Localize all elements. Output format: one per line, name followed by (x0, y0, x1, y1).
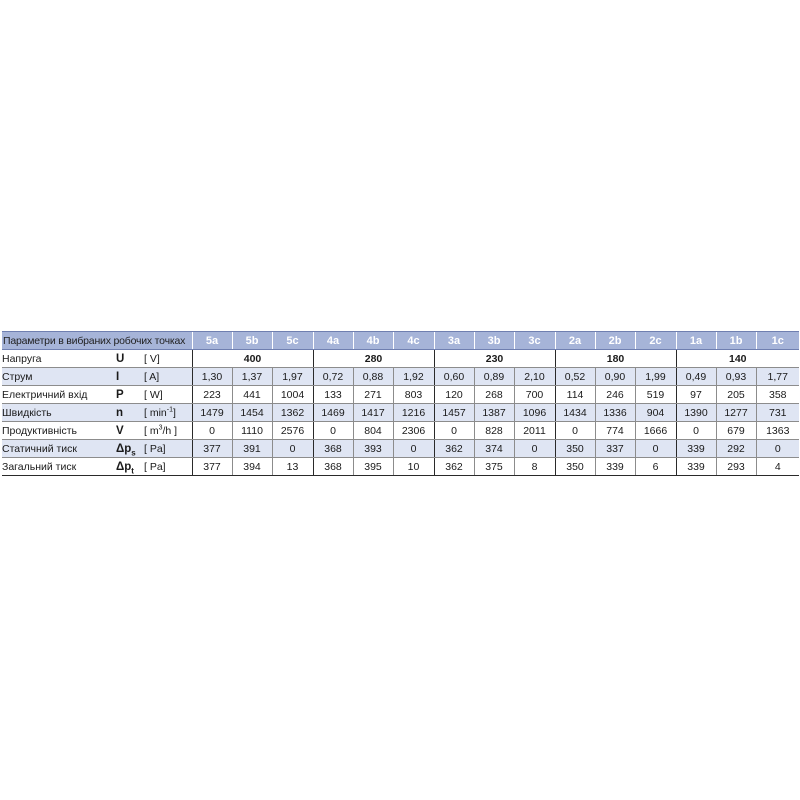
row-label-symbol-text: P (116, 388, 124, 401)
table-cell-4b: 395 (353, 458, 393, 476)
table-cell-1a: 97 (676, 386, 716, 404)
table-row-air-flow (2, 422, 799, 440)
table-title: Параметри в вибраних робочих точках (2, 332, 192, 350)
table-cell-3c: 2011 (514, 422, 555, 440)
table-cell-5c: 1362 (272, 404, 313, 422)
table-cell-1a: 0 (676, 422, 716, 440)
point-header-2a: 2a (555, 332, 595, 350)
table-cell-3a: 1457 (434, 404, 474, 422)
table-cell-2c: 1666 (635, 422, 676, 440)
table-cell-3a: 362 (434, 458, 474, 476)
row-label-unit (144, 458, 192, 476)
unit-superscript: 3 (158, 424, 163, 431)
row-label-unit (144, 386, 192, 404)
row-label-unit (144, 422, 192, 440)
unit-text: [ min (144, 406, 167, 419)
unit-text-close: ] (173, 406, 176, 419)
point-header-3c: 3c (514, 332, 555, 350)
row-label-name: Струм (2, 368, 116, 386)
table-cell-3c: 8 (514, 458, 555, 476)
table-cell-1b: 293 (716, 458, 756, 476)
voltage-group-5: 400 (192, 350, 313, 368)
table-cell-2a: 114 (555, 386, 595, 404)
table-cell-5c: 13 (272, 458, 313, 476)
table-cell-2a: 1434 (555, 404, 595, 422)
table-cell-5a: 223 (192, 386, 232, 404)
table-cell-5a: 1,30 (192, 368, 232, 386)
row-label-symbol-text: n (116, 406, 124, 419)
table-cell-3c: 700 (514, 386, 555, 404)
table-cell-3b: 268 (474, 386, 514, 404)
row-label-symbol (116, 422, 144, 440)
table-cell-4b: 1417 (353, 404, 393, 422)
table-cell-5a: 0 (192, 422, 232, 440)
unit-superscript: -1 (166, 406, 173, 413)
point-header-4c: 4c (393, 332, 434, 350)
table-cell-1b: 0,93 (716, 368, 756, 386)
row-label-name: Швидкість (2, 404, 116, 422)
table-cell-1a: 1390 (676, 404, 716, 422)
table-cell-1c: 731 (756, 404, 799, 422)
row-label-symbol: U (116, 350, 144, 368)
operating-points-table (2, 331, 799, 476)
unit-text: [ Pa] (144, 442, 166, 455)
table-cell-3a: 0,60 (434, 368, 474, 386)
table-cell-1b: 292 (716, 440, 756, 458)
table-cell-4a: 1469 (313, 404, 353, 422)
table-cell-1c: 358 (756, 386, 799, 404)
table-cell-3a: 120 (434, 386, 474, 404)
table-cell-1b: 205 (716, 386, 756, 404)
point-header-3a: 3a (434, 332, 474, 350)
table-row-current (2, 368, 799, 386)
table-cell-4c: 803 (393, 386, 434, 404)
table-cell-2a: 0,52 (555, 368, 595, 386)
table-cell-2c: 0 (635, 440, 676, 458)
table-cell-2c: 1,99 (635, 368, 676, 386)
voltage-group-3: 230 (434, 350, 555, 368)
table-cell-5a: 377 (192, 458, 232, 476)
unit-text: [ Pa] (144, 460, 166, 473)
unit-text: [ W] (144, 388, 163, 401)
table-cell-2c: 519 (635, 386, 676, 404)
point-header-2c: 2c (635, 332, 676, 350)
table-cell-4a: 0 (313, 422, 353, 440)
point-header-1b: 1b (716, 332, 756, 350)
table-cell-2b: 1336 (595, 404, 635, 422)
table-cell-4c: 1216 (393, 404, 434, 422)
table-cell-1a: 339 (676, 458, 716, 476)
table-cell-4b: 0,88 (353, 368, 393, 386)
table-cell-1b: 1277 (716, 404, 756, 422)
table-row-static-pressure (2, 440, 799, 458)
table-cell-1c: 4 (756, 458, 799, 476)
table-cell-1c: 1,77 (756, 368, 799, 386)
table-cell-5c: 0 (272, 440, 313, 458)
table-cell-5a: 1479 (192, 404, 232, 422)
table-cell-1b: 679 (716, 422, 756, 440)
row-label-unit (144, 368, 192, 386)
point-header-4b: 4b (353, 332, 393, 350)
table-cell-2c: 904 (635, 404, 676, 422)
table-cell-3b: 0,89 (474, 368, 514, 386)
table-cell-5b: 1,37 (232, 368, 272, 386)
point-header-3b: 3b (474, 332, 514, 350)
point-header-5c: 5c (272, 332, 313, 350)
table-cell-3b: 375 (474, 458, 514, 476)
table-cell-5b: 394 (232, 458, 272, 476)
table-cell-4a: 133 (313, 386, 353, 404)
row-label-unit (144, 440, 192, 458)
row-label-symbol (116, 386, 144, 404)
table-row-electric-input (2, 386, 799, 404)
table-cell-3c: 1096 (514, 404, 555, 422)
unit-text-close: /h ] (162, 424, 178, 437)
voltage-group-2: 180 (555, 350, 676, 368)
table-cell-2a: 350 (555, 458, 595, 476)
table-row-voltage (2, 350, 799, 368)
table-cell-1a: 339 (676, 440, 716, 458)
table-cell-4c: 10 (393, 458, 434, 476)
row-label-symbol-subscript: s (131, 447, 136, 457)
row-label-name: Статичний тиск (2, 440, 116, 458)
table-cell-4c: 0 (393, 440, 434, 458)
table-cell-5b: 1454 (232, 404, 272, 422)
table-cell-5a: 377 (192, 440, 232, 458)
row-label-name: Продуктивність (2, 422, 116, 440)
unit-text: [ A] (144, 370, 160, 383)
table-cell-2c: 6 (635, 458, 676, 476)
table-cell-5b: 441 (232, 386, 272, 404)
table-cell-2b: 774 (595, 422, 635, 440)
point-header-5b: 5b (232, 332, 272, 350)
table-cell-2b: 0,90 (595, 368, 635, 386)
header-row (2, 332, 799, 350)
row-label-symbol-text: I (116, 370, 120, 383)
table-cell-1c: 0 (756, 440, 799, 458)
table-cell-4c: 2306 (393, 422, 434, 440)
voltage-group-1: 140 (676, 350, 799, 368)
table-cell-4a: 0,72 (313, 368, 353, 386)
table-cell-5c: 2576 (272, 422, 313, 440)
table-cell-4a: 368 (313, 440, 353, 458)
point-header-5a: 5a (192, 332, 232, 350)
table-cell-4a: 368 (313, 458, 353, 476)
row-label-name: Напруга (2, 350, 116, 368)
unit-text: [ m (144, 424, 159, 437)
row-label-symbol (116, 404, 144, 422)
table-cell-2a: 350 (555, 440, 595, 458)
table-cell-5b: 1110 (232, 422, 272, 440)
table-row-total-pressure (2, 458, 799, 476)
table-cell-5b: 391 (232, 440, 272, 458)
table-cell-1a: 0,49 (676, 368, 716, 386)
table-cell-1c: 1363 (756, 422, 799, 440)
row-label-name: Електричний вхід (2, 386, 116, 404)
table-cell-3a: 0 (434, 422, 474, 440)
row-label-symbol-text: V (116, 424, 124, 437)
table-cell-3b: 828 (474, 422, 514, 440)
table-cell-3a: 362 (434, 440, 474, 458)
row-label-symbol (116, 440, 144, 458)
point-header-1c: 1c (756, 332, 799, 350)
row-label-symbol-text: Δp (116, 442, 132, 455)
table-cell-4b: 393 (353, 440, 393, 458)
table-cell-2a: 0 (555, 422, 595, 440)
table-cell-3b: 1387 (474, 404, 514, 422)
voltage-group-4: 280 (313, 350, 434, 368)
table-cell-3b: 374 (474, 440, 514, 458)
table-cell-4c: 1,92 (393, 368, 434, 386)
row-label-symbol (116, 458, 144, 476)
row-label-symbol-subscript: t (131, 465, 134, 475)
table-cell-2b: 246 (595, 386, 635, 404)
table-cell-3c: 0 (514, 440, 555, 458)
row-label-symbol-text: Δp (116, 460, 132, 473)
table-cell-4b: 804 (353, 422, 393, 440)
point-header-4a: 4a (313, 332, 353, 350)
table-row-speed (2, 404, 799, 422)
table-cell-2b: 337 (595, 440, 635, 458)
table-cell-5c: 1,97 (272, 368, 313, 386)
table-cell-2b: 339 (595, 458, 635, 476)
row-label-unit: [ V] (144, 350, 192, 368)
row-label-name: Загальний тиск (2, 458, 116, 476)
point-header-1a: 1a (676, 332, 716, 350)
point-header-2b: 2b (595, 332, 635, 350)
table-body (2, 350, 799, 476)
table-cell-4b: 271 (353, 386, 393, 404)
row-label-symbol (116, 368, 144, 386)
table-cell-5c: 1004 (272, 386, 313, 404)
table-cell-3c: 2,10 (514, 368, 555, 386)
row-label-unit (144, 404, 192, 422)
